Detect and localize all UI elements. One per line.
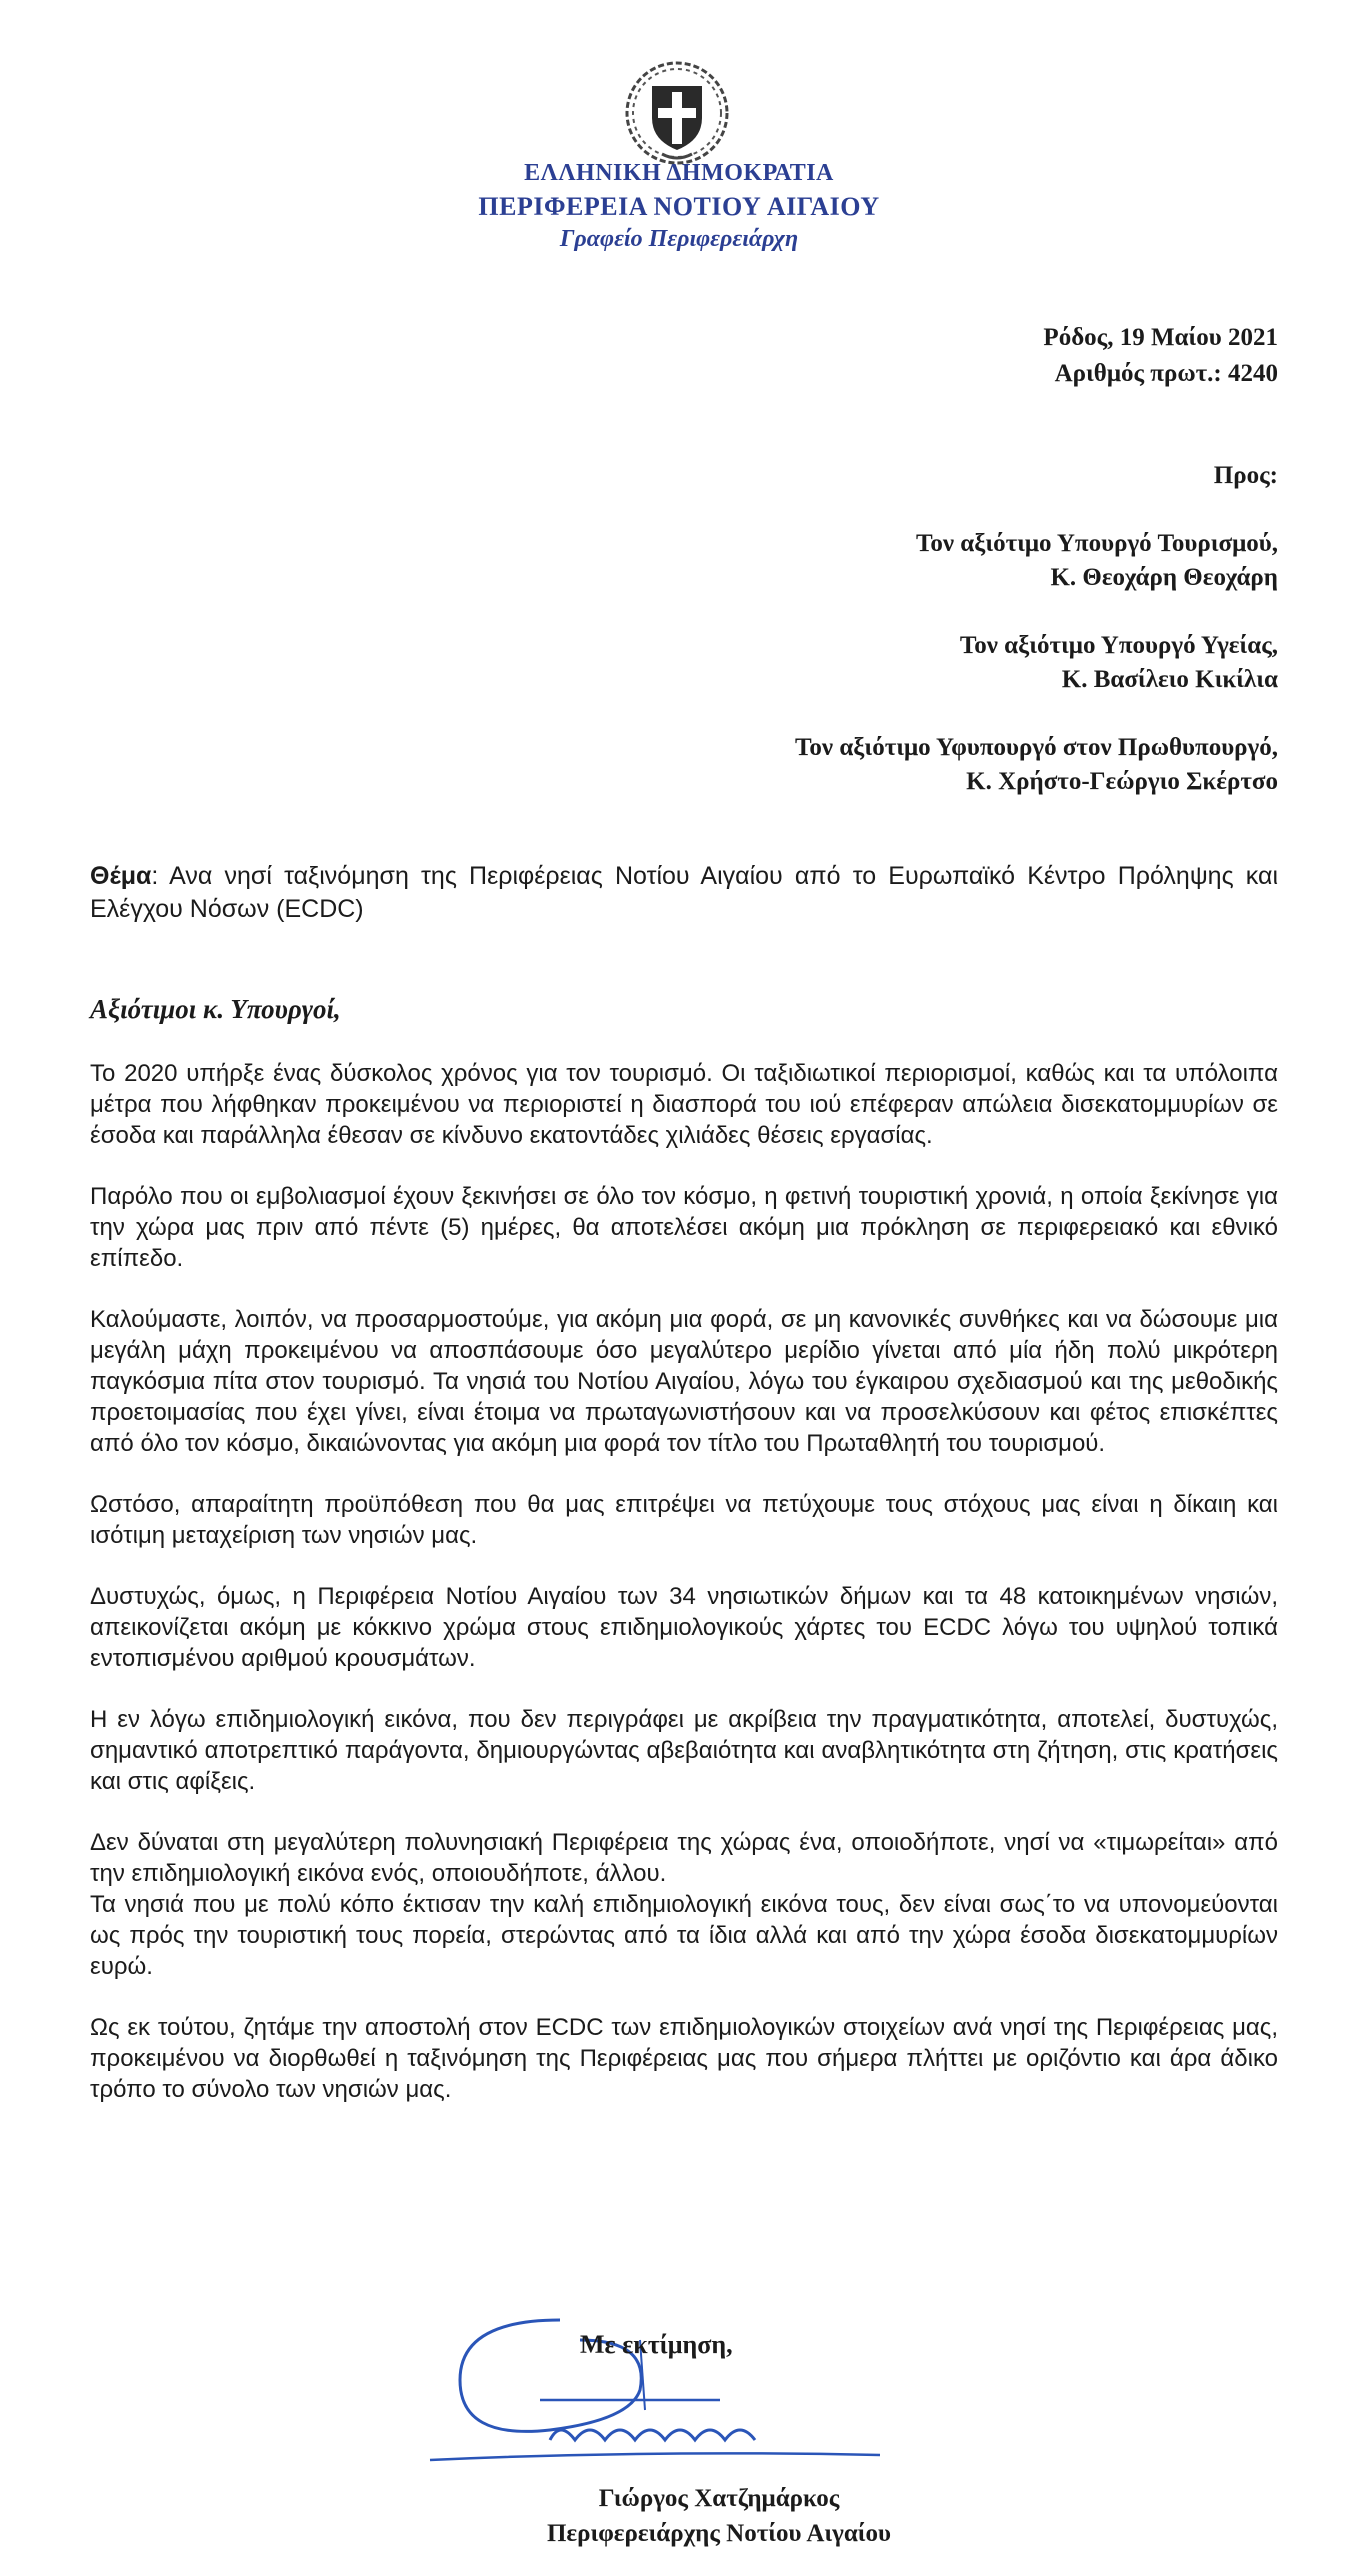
paragraph-5: Δυστυχώς, όμως, η Περιφέρεια Νοτίου Αιγαίου των 34 νησιωτικών δήμων και τα 48 κατοικημένων νησιών, απεικονίζεται ακόμη με κόκκινο χρώμα στους επιδημιολογικούς χάρτες του ECDC λόγω του υψηλού τοπικά εντοπισμένου αριθμού κρουσμάτων. (90, 1583, 1278, 1672)
paragraph-1: Το 2020 υπήρξε ένας δύσκολος χρόνος για τον τουρισμό. Οι ταξιδιωτικοί περιορισμοί, καθώς και τα υπόλοιπα μέτρα που λήφθηκαν προκειμένου να περιοριστεί η διασπορά του ιού επέφεραν απώλεια δισεκατομμυρίων σε έσοδα και παράλληλα έθεσαν σε κίνδυνο εκατοντάδες χιλιάδες θέσεις εργασίας. (90, 1060, 1278, 1149)
paragraph-4: Ωστόσο, απαραίτητη προϋπόθεση που θα μας επιτρέψει να πετύχουμε τους στόχους μας είναι η δίκαιη και ισότιμη μεταχείριση των νησιών μας. (90, 1491, 1278, 1549)
recipient-3-title: Τον αξιότιμο Υφυπουργό στον Πρωθυπουργό, (795, 734, 1278, 761)
subject-line (90, 860, 1278, 926)
subject-text: : Ανα νησί ταξινόμηση της Περιφέρειας Νοτίου Αιγαίου από το Ευρωπαϊκό Κέντρο Πρόληψης και Ελέγχου Νόσων (ECDC) (90, 862, 1278, 923)
protocol-number: Αριθμός πρωτ.: 4240 (1054, 360, 1278, 387)
salutation: Αξιότιμοι κ. Υπουργοί, (90, 994, 341, 1024)
recipient-2-title: Τον αξιότιμο Υπουργό Υγείας, (959, 632, 1278, 659)
handwritten-signature (400, 2280, 920, 2480)
header-republic: ΕΛΛΗΝΙΚΗ ΔΗΜΟΚΡΑΤΙΑ (524, 160, 834, 186)
header-region: ΠΕΡΙΦΕΡΕΙΑ ΝΟΤΙΟΥ ΑΙΓΑΙΟΥ (478, 192, 880, 221)
place-date: Ρόδος, 19 Μαίου 2021 (1043, 324, 1278, 351)
paragraph-6: Η εν λόγω επιδημιολογική εικόνα, που δεν περιγράφει με ακρίβεια την πραγματικότητα, αποτελεί, δυστυχώς, σημαντικό αποτρεπτικό παράγοντα, δημιουργώντας αβεβαιότητα και αναβλητικότητα στη ζήτηση, στις κρατήσεις και στις αφίξεις. (90, 1706, 1278, 1795)
coat-of-arms-emblem (616, 52, 738, 174)
paragraph-7a: Δεν δύναται στη μεγαλύτερη πολυνησιακή Περιφέρεια της χώρας ένα, οποιοδήποτε, νησί να «τιμωρείται» από την επιδημιολογική εικόνα ενός, οποιουδήποτε, άλλου. (90, 1829, 1278, 1887)
recipients-heading: Προς: (1213, 462, 1278, 489)
signer-title: Περιφερειάρχης Νοτίου Αιγαίου (546, 2520, 892, 2547)
paragraph-3: Καλούμαστε, λοιπόν, να προσαρμοστούμε, για ακόμη μια φορά, σε μη κανονικές συνθήκες και να δώσουμε μια μεγάλη μάχη προκειμένου να αποσπάσουμε όσο μεγαλύτερο μερίδιο γίνεται από μία ήδη πολύ μικρότερη παγκόσμια πίτα στον τουρισμό. Τα νησιά του Νοτίου Αιγαίου, λόγω του έγκαιρου σχεδιασμού και της μεθοδικής προετοιμασίας που έχει γίνει, είναι έτοιμα να πρωταγωνιστήσουν και να προσελκύσουν και φέτος επισκέπτες από όλο τον κόσμο, δικαιώνοντας για ακόμη μια φορά τον τίτλο του Πρωταθλητή του τουρισμού. (90, 1306, 1278, 1457)
recipient-1-name: Κ. Θεοχάρη Θεοχάρη (1050, 564, 1278, 591)
recipient-2-name: Κ. Βασίλειο Κικίλια (1061, 666, 1278, 693)
recipient-1-title: Τον αξιότιμο Υπουργό Τουρισμού, (915, 530, 1278, 557)
letter-body (90, 1058, 1278, 2135)
paragraph-8: Ως εκ τούτου, ζητάμε την αποστολή στον ECDC των επιδημιολογικών στοιχείων ανά νησί της Περιφέρειας μας, προκειμένου να διορθωθεί η ταξινόμηση της Περιφέρειας μας που σήμερα πλήττει με οριζόντιο και άρα άδικο τρόπο το σύνολο των νησιών μας. (90, 2014, 1278, 2103)
closing-phrase: Με εκτίμηση, (580, 2330, 733, 2359)
signer-name: Γιώργος Χατζημάρκος (598, 2485, 840, 2512)
paragraph-2: Παρόλο που οι εμβολιασμοί έχουν ξεκινήσει σε όλο τον κόσμο, η φετινή τουριστική χρονιά, η οποία ξεκίνησε για την χώρα μας πριν από πέντε (5) ημέρες, θα αποτελέσει ακόμη μια πρόκληση σε περιφερειακό και εθνικό επίπεδο. (90, 1183, 1278, 1272)
subject-label: Θέμα (90, 862, 152, 890)
header-office: Γραφείο Περιφερειάρχη (559, 226, 799, 252)
recipient-3-name: Κ. Χρήστο-Γεώργιο Σκέρτσο (966, 768, 1278, 795)
paragraph-7b: Τα νησιά που με πολύ κόπο έκτισαν την καλή επιδημιολογική εικόνα τους, δεν είναι σως΄το να υπονομεύονται ως πρός την τουριστική τους πορεία, στερώντας από τα ίδια αλλά και από την χώρα έσοδα δισεκατομμυρίων ευρώ. (90, 1891, 1278, 1980)
